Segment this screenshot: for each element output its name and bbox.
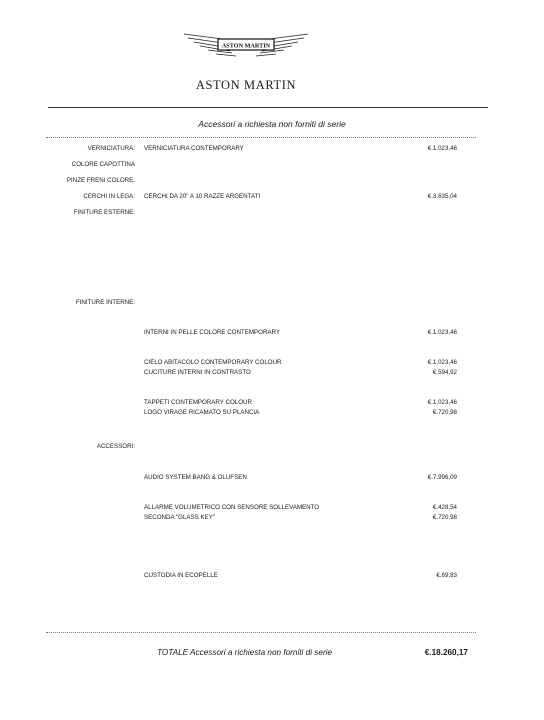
- label-finiture-interne: FINITURE INTERNE:: [75, 299, 135, 306]
- logo-text: ASTON MARTIN: [221, 42, 271, 50]
- item-description: CIELO ABITACOLO CONTEMPORARY COLOUR: [144, 359, 282, 366]
- item-price: €.1.023,46: [427, 145, 457, 152]
- label-verniciatura: VERNICIATURA:: [87, 145, 135, 152]
- item-description: ALLARME VOLUMETRICO CON SENSORE SOLLEVAMENTO: [144, 504, 320, 511]
- item-price: €.1.023,46: [427, 359, 457, 366]
- item-price: €.1.023,46: [427, 399, 457, 406]
- item-price: €.7.996,09: [427, 474, 457, 481]
- label-accessori: ACCESSORI:: [96, 443, 135, 450]
- item-description: CERCHI DA 20" A 10 RAZZE ARGENTATI: [144, 193, 261, 200]
- total-label: TOTALE Accessori a richiesta non forniti di serie: [157, 648, 333, 657]
- item-description: VERNICIATURA CONTEMPORARY: [144, 145, 244, 152]
- item-description: INTERNI IN PELLE COLORE CONTEMPORARY: [144, 329, 281, 336]
- label-finiture-esterne: FINITURE ESTERNE:: [73, 209, 135, 216]
- header-divider: [48, 107, 488, 108]
- label-colore-capottina: COLORE CAPOTTINA: [71, 161, 135, 168]
- item-price: €.1.023,46: [427, 329, 457, 336]
- section-title: Accessori a richiesta non forniti di serie: [198, 119, 346, 129]
- item-description: AUDIO SYSTEM BANG & OLUFSEN: [144, 474, 247, 481]
- item-description: CUSTODIA IN ECOPELLE: [144, 572, 218, 579]
- aston-martin-wings-logo: [182, 30, 310, 62]
- item-price: €.69,83: [436, 572, 457, 579]
- label-pinze-freni: PINZE FRENI COLORE:: [66, 177, 135, 184]
- item-description: TAPPETI CONTEMPORARY COLOUR: [144, 399, 252, 406]
- item-description: SECONDA "GLASS KEY": [144, 514, 216, 521]
- brand-title: ASTON MARTIN: [195, 78, 297, 92]
- item-price: €.594,92: [432, 369, 457, 376]
- item-price: €.720,98: [432, 409, 457, 416]
- total-value: €.18.260,17: [424, 648, 468, 657]
- item-description: CUCITURE INTERNI IN CONTRASTO: [144, 369, 251, 376]
- item-price: €.720,98: [432, 514, 457, 521]
- item-price: €.428,54: [432, 504, 457, 511]
- item-description: LOGO VIRAGE RICAMATO SU PLANCIA: [144, 409, 260, 416]
- label-cerchi-in-lega: CERCHI IN LEGA:: [83, 193, 135, 200]
- item-price: €.3.635,04: [427, 193, 457, 200]
